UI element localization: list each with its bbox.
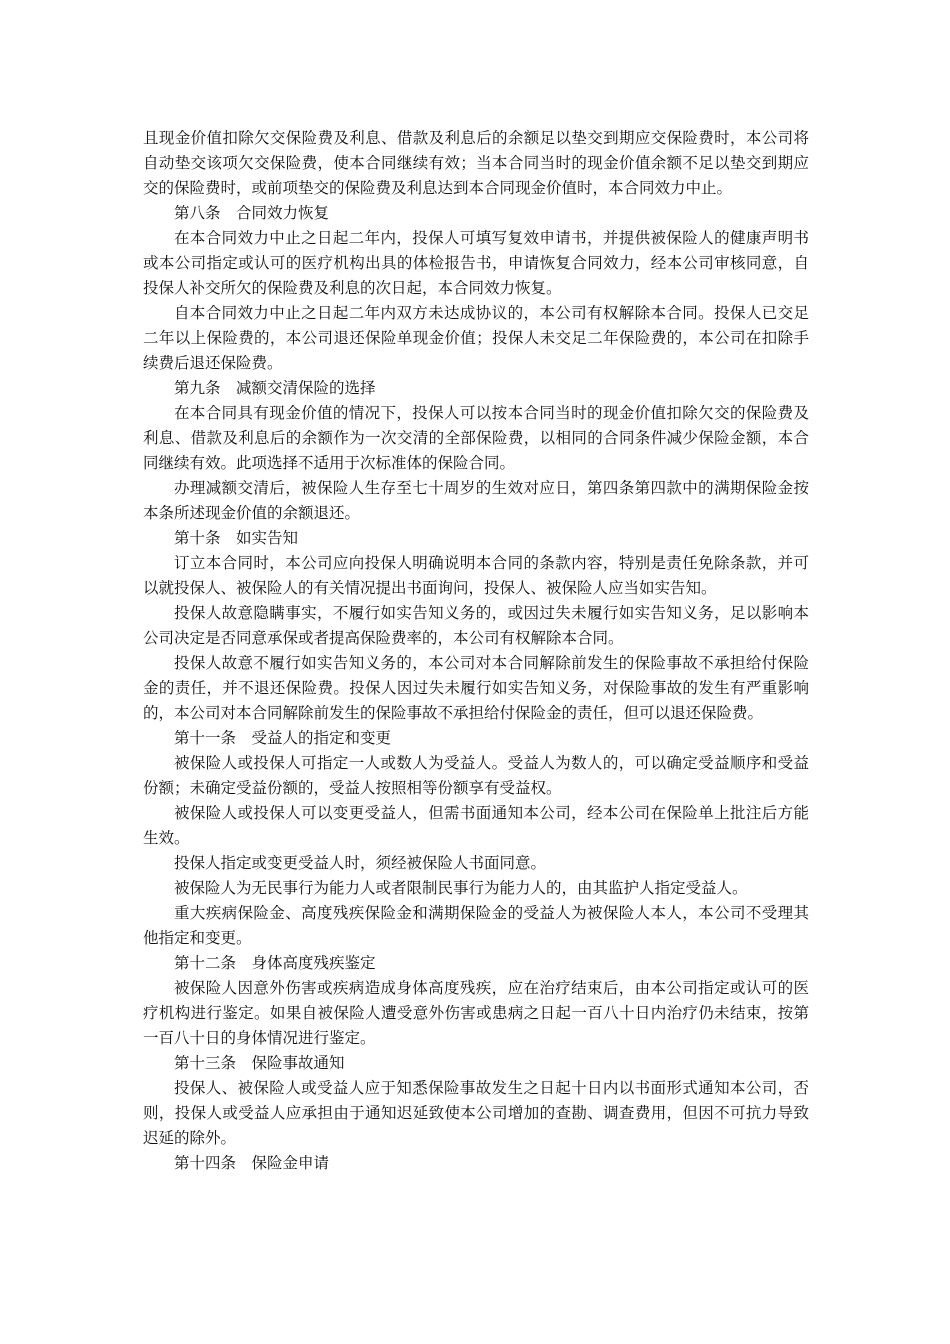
document-page [143, 126, 809, 1176]
paragraph: 在本合同具有现金价值的情况下，投保人可以按本合同当时的现金价值扣除欠交的保险费及利息、借款及利息后的余额作为一次交清的全部保险费，以相同的合同条件减少保险金额，本合同继续有效。此项选择不适用于次标准体的保险合同。 [143, 404, 809, 472]
paragraph: 在本合同效力中止之日起二年内，投保人可填写复效申请书，并提供被保险人的健康声明书或本公司指定或认可的医疗机构出具的体检报告书，申请恢复合同效力，经本公司审核同意，自投保人补交所欠的保险费及利息的次日起，本合同效力恢复。 [143, 229, 809, 297]
paragraph: 投保人、被保险人或受益人应于知悉保险事故发生之日起十日内以书面形式通知本公司，否则，投保人或受益人应承担由于通知迟延致使本公司增加的查勘、调查费用，但因不可抗力导致迟延的除外。 [143, 1079, 809, 1147]
article-9-heading: 第九条 减额交清保险的选择 [174, 379, 376, 397]
paragraph: 被保险人因意外伤害或疾病造成身体高度残疾，应在治疗结束后，由本公司指定或认可的医疗机构进行鉴定。如果自被保险人遭受意外伤害或患病之日起一百八十日内治疗仍未结束，按第一百八十日的身体情况进行鉴定。 [143, 979, 809, 1047]
paragraph: 自本合同效力中止之日起二年内双方未达成协议的，本公司有权解除本合同。投保人已交足二年以上保险费的，本公司退还保险单现金价值；投保人未交足二年保险费的，本公司在扣除手续费后退还保险费。 [143, 304, 809, 372]
paragraph: 被保险人或投保人可以变更受益人，但需书面通知本公司，经本公司在保险单上批注后方能生效。 [143, 804, 809, 847]
paragraph: 订立本合同时，本公司应向投保人明确说明本合同的条款内容，特别是责任免除条款，并可以就投保人、被保险人的有关情况提出书面询问，投保人、被保险人应当如实告知。 [143, 554, 809, 597]
article-12-heading: 第十二条 身体高度残疾鉴定 [174, 954, 376, 972]
paragraph: 投保人指定或变更受益人时，须经被保险人书面同意。 [174, 854, 547, 872]
article-8-heading: 第八条 合同效力恢复 [174, 204, 330, 222]
paragraph: 重大疾病保险金、高度残疾保险金和满期保险金的受益人为被保险人本人，本公司不受理其他指定和变更。 [143, 904, 809, 947]
article-11-heading: 第十一条 受益人的指定和变更 [174, 729, 392, 747]
paragraph: 办理减额交清后，被保险人生存至七十周岁的生效对应日，第四条第四款中的满期保险金按本条所述现金价值的余额退还。 [143, 479, 809, 522]
article-13-heading: 第十三条 保险事故通知 [174, 1054, 345, 1072]
paragraph-continuation: 且现金价值扣除欠交保险费及利息、借款及利息后的余额足以垫交到期应交保险费时，本公司将自动垫交该项欠交保险费，使本合同继续有效；当本合同当时的现金价值余额不足以垫交到期应交的保险费时，或前项垫交的保险费及利息达到本合同现金价值时，本合同效力中止。 [143, 129, 809, 197]
paragraph: 被保险人为无民事行为能力人或者限制民事行为能力人的，由其监护人指定受益人。 [174, 879, 748, 897]
article-10-heading: 第十条 如实告知 [174, 529, 299, 547]
paragraph: 投保人故意隐瞒事实，不履行如实告知义务的，或因过失未履行如实告知义务，足以影响本公司决定是否同意承保或者提高保险费率的，本公司有权解除本合同。 [143, 604, 809, 647]
paragraph: 投保人故意不履行如实告知义务的，本公司对本合同解除前发生的保险事故不承担给付保险金的责任，并不退还保险费。投保人因过失未履行如实告知义务，对保险事故的发生有严重影响的，本公司对本合同解除前发生的保险事故不承担给付保险金的责任，但可以退还保险费。 [143, 654, 809, 722]
article-14-heading: 第十四条 保险金申请 [174, 1154, 330, 1172]
paragraph: 被保险人或投保人可指定一人或数人为受益人。受益人为数人的，可以确定受益顺序和受益份额；未确定受益份额的，受益人按照相等份额享有受益权。 [143, 754, 809, 797]
